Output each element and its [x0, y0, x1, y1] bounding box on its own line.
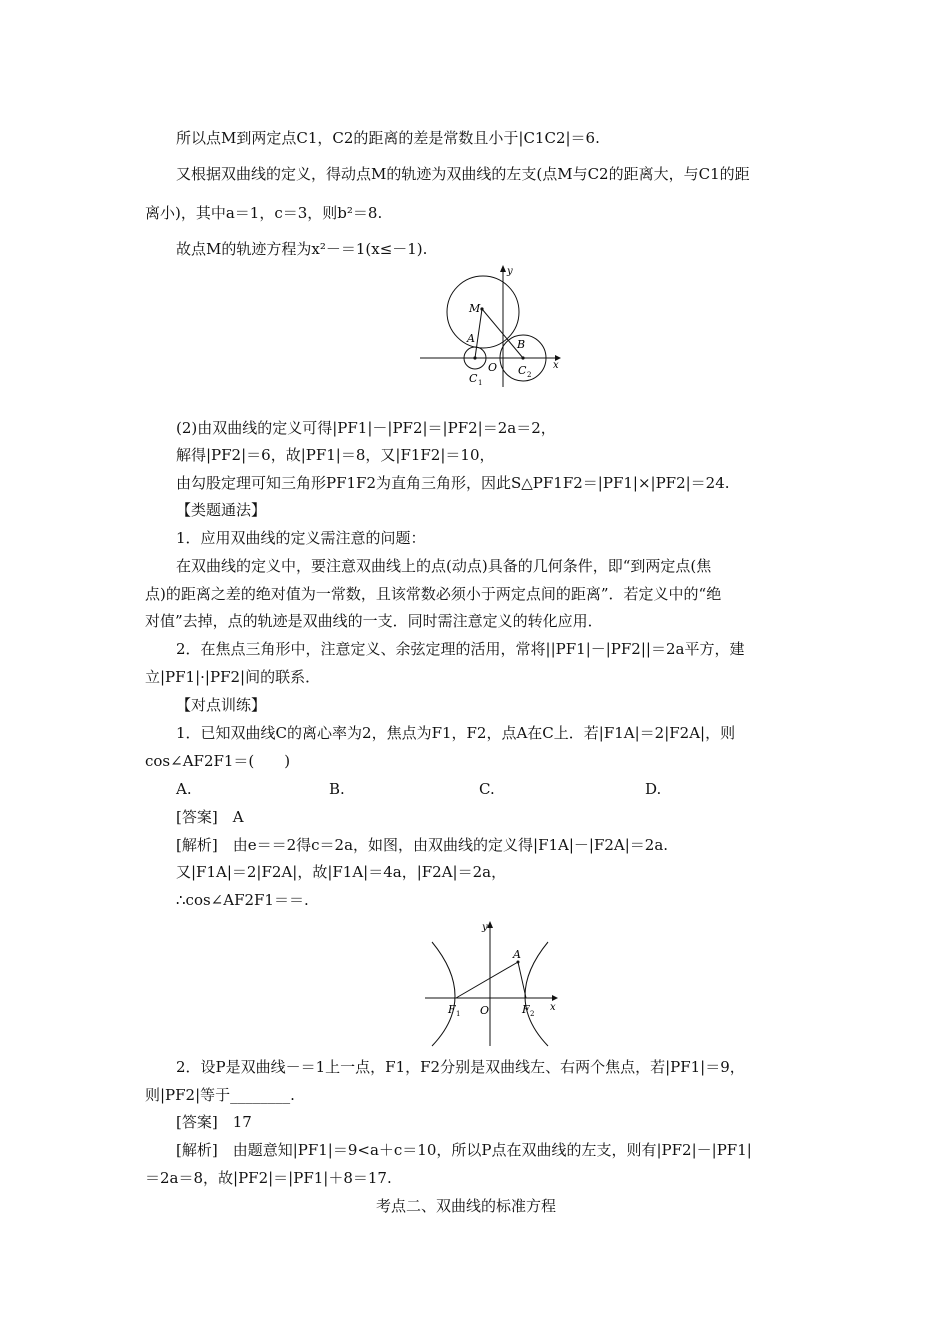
section-title: 考点二、双曲线的标准方程 — [376, 1197, 557, 1215]
svg-text:1: 1 — [456, 1010, 461, 1018]
paragraph-line: 对值”去掉，点的轨迹是双曲线的一支．同时需注意定义的转化应用． — [145, 612, 603, 630]
paragraph-line: 立|PF1|·|PF2|间的联系． — [145, 668, 321, 686]
y-axis-arrow — [487, 921, 493, 928]
section-heading: 【对点训练】 — [176, 696, 267, 714]
paragraph-line: (2)由双曲线的定义可得|PF1|－|PF2|＝|PF2|＝2a＝2， — [176, 419, 556, 437]
label-x: x — [553, 360, 559, 371]
option-a: A. — [176, 780, 192, 798]
x-axis-arrow — [552, 995, 558, 1001]
label-y: y — [507, 266, 513, 277]
answer-line: [答案] A — [176, 808, 244, 826]
label-f1: F — [448, 1003, 456, 1016]
paragraph-line: 又根据双曲线的定义，得动点M的轨迹为双曲线的左支(点M与C2的距离大，与C1的距 — [176, 165, 750, 183]
circles-figure — [415, 262, 565, 392]
label-b: B — [517, 338, 526, 351]
label-a: A — [513, 948, 521, 961]
question-line: 则|PF2|等于________. — [145, 1086, 295, 1104]
paragraph-line: 故点M的轨迹方程为x²－＝1(x≤－1). — [176, 240, 428, 258]
question-line: 1．已知双曲线C的离心率为2，焦点为F1，F2，点A在C上．若|F1A|＝2|F2A|，则 — [176, 724, 736, 742]
label-o: O — [480, 1004, 490, 1017]
paragraph-line: 点)的距离之差的绝对值为一常数，且该常数必须小于两定点间的距离”．若定义中的“绝 — [145, 585, 722, 603]
question-line: cos∠AF2F1＝( ) — [145, 752, 291, 770]
circle-m — [447, 276, 519, 348]
svg-text:2: 2 — [527, 371, 532, 379]
label-f2: F — [522, 1003, 530, 1016]
option-b: B. — [329, 780, 345, 798]
label-m: M — [469, 302, 481, 315]
svg-text:1: 1 — [478, 379, 483, 387]
hyperbola-right-branch — [525, 942, 548, 1046]
option-d: D. — [645, 780, 662, 798]
label-o: O — [488, 361, 498, 374]
label-y: y — [482, 922, 488, 933]
paragraph-line: 1．应用双曲线的定义需注意的问题： — [176, 529, 426, 547]
paragraph-line: 离小)，其中a＝1，c＝3，则b²＝8. — [145, 204, 383, 222]
y-axis-arrow — [500, 265, 506, 272]
section-heading: 【类题通法】 — [176, 501, 267, 519]
paragraph-line: 2．在焦点三角形中，注意定义、余弦定理的活用，常将||PF1|－|PF2||＝2a平方，建 — [176, 640, 745, 658]
label-x: x — [550, 1002, 556, 1013]
explanation-line: ∴cos∠AF2F1＝＝. — [176, 891, 309, 909]
paragraph-line: 所以点M到两定点C1，C2的距离的差是常数且小于|C1C2|＝6. — [176, 129, 600, 147]
explanation-line: [解析] 由题意知|PF1|＝9<a＋c＝10，所以P点在双曲线的左支，则有|PF2|－|PF1| — [176, 1141, 752, 1159]
hyperbola-figure — [420, 918, 570, 1048]
answer-line: [答案] 17 — [176, 1113, 252, 1131]
paragraph-line: 由勾股定理可知三角形PF1F2为直角三角形，因此S△PF1F2＝|PF1|×|PF2|＝24. — [176, 474, 730, 492]
hyperbola-left-branch — [432, 942, 455, 1046]
svg-text:2: 2 — [530, 1010, 535, 1018]
label-c1: C — [469, 372, 478, 385]
paragraph-line: 解得|PF2|＝6，故|PF1|＝8，又|F1F2|＝10， — [176, 446, 495, 464]
paragraph-line: 在双曲线的定义中，要注意双曲线上的点(动点)具备的几何条件，即“到两定点(焦 — [176, 557, 712, 575]
explanation-line: ＝2a＝8，故|PF2|＝|PF1|＋8＝17. — [145, 1169, 392, 1187]
label-a: A — [467, 332, 475, 345]
label-c2: C — [518, 364, 527, 377]
question-line: 2．设P是双曲线－＝1上一点，F1，F2分别是双曲线左、右两个焦点，若|PF1|＝9， — [176, 1058, 745, 1076]
option-c: C. — [479, 780, 495, 798]
explanation-line: 又|F1A|＝2|F2A|，故|F1A|＝4a，|F2A|＝2a， — [176, 863, 507, 881]
explanation-line: [解析] 由e＝＝2得c＝2a，如图，由双曲线的定义得|F1A|－|F2A|＝2a. — [176, 836, 669, 854]
